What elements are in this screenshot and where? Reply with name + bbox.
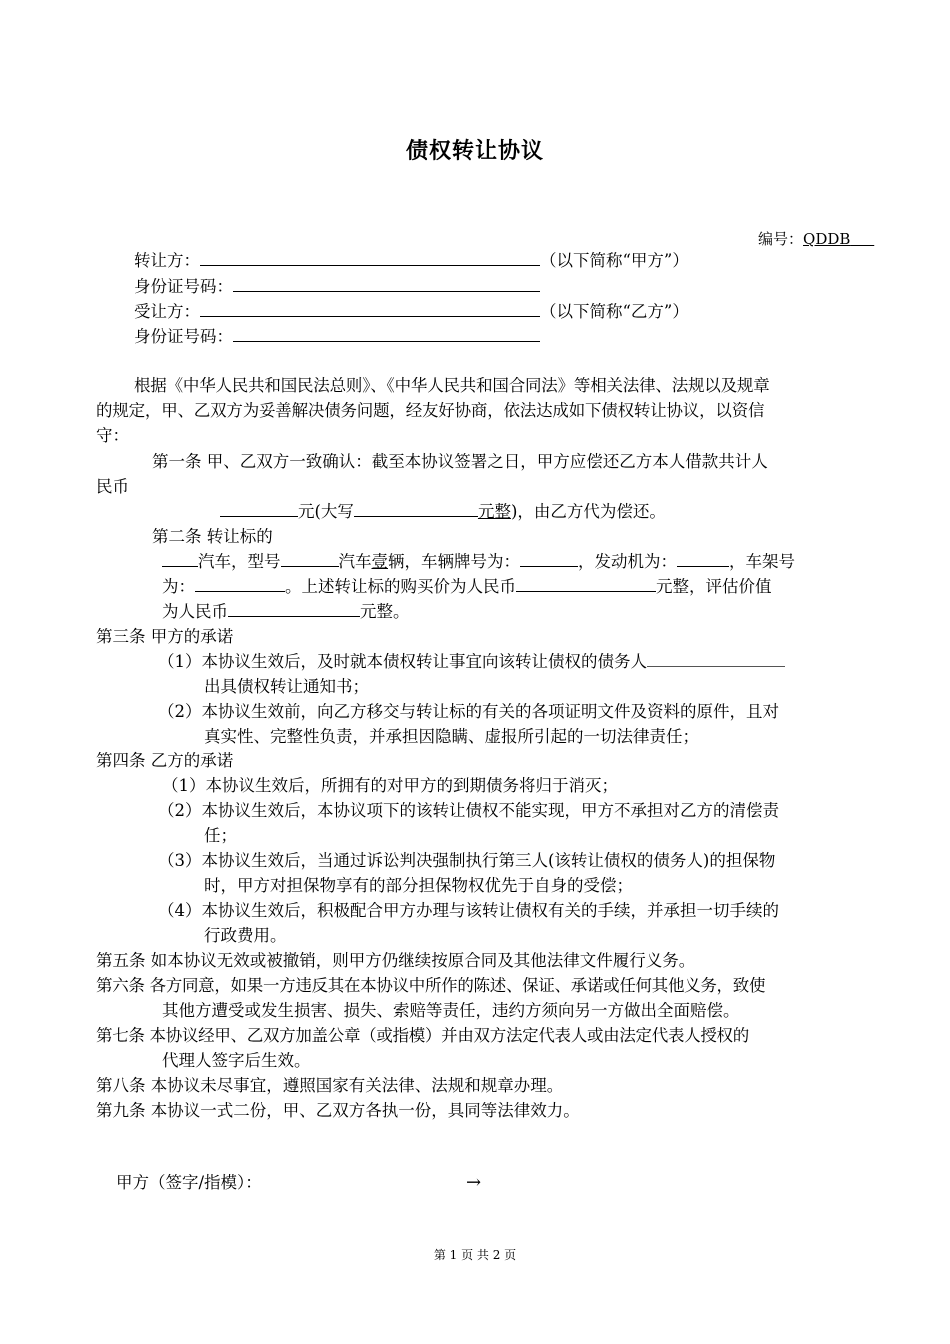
amount-words-blank[interactable]	[354, 501, 478, 517]
art3-item-1b: 出具债权转让通知书；	[204, 677, 369, 696]
amount-blank[interactable]	[220, 501, 298, 517]
preamble-line-1: 根据《中华人民共和国民法总则》、《中华人民共和国合同法》等相关法律、法规以及规章	[134, 376, 770, 395]
art1-amount-line	[220, 501, 666, 523]
art4-heading: 第四条 乙方的承诺	[96, 751, 234, 770]
number-label: 编号：	[758, 230, 804, 248]
number-value: QDDB	[803, 230, 851, 248]
art9: 第九条 本协议一式二份，甲、乙双方各执一份，具同等法律效力。	[96, 1101, 580, 1120]
transferee-label: 受让方：	[134, 302, 200, 321]
art1-line-1: 第一条 甲、乙双方一致确认：截至本协议签署之日，甲方应偿还乙方本人借款共计人	[152, 452, 768, 471]
arrow-mark: →	[466, 1172, 482, 1193]
plate-blank[interactable]	[520, 551, 578, 567]
art4-item-2b: 任；	[204, 826, 237, 845]
art3-item-2a: （2）本协议生效前，向乙方移交与转让标的有关的各项证明文件及资料的原件，且对	[158, 702, 779, 721]
art6-a: 第六条 各方同意，如果一方违反其在本协议中所作的陈述、保证、承诺或任何其他义务，致使	[96, 976, 766, 995]
frame-blank[interactable]	[195, 576, 285, 592]
art1-yuan: 元(大写	[298, 502, 354, 521]
model-blank[interactable]	[281, 551, 339, 567]
eval-blank[interactable]	[228, 601, 360, 617]
art4-item-3a: （3）本协议生效后，当通过诉讼判决强制执行第三人(该转让债权的债务人)的担保物	[158, 851, 776, 870]
art1-zheng: 元整	[477, 502, 511, 521]
id2-line	[134, 326, 540, 348]
transferee-suffix: （以下简称“乙方”）	[540, 302, 689, 321]
art2-line-2	[162, 576, 772, 598]
document-number	[758, 228, 874, 250]
art2-eval: 为人民币	[162, 602, 228, 621]
art6-b: 其他方遭受或发生损害、损失、索赔等责任，违约方须向另一方做出全面赔偿。	[162, 1001, 740, 1020]
art2-wei: 为：	[162, 577, 195, 596]
document-title: 债权转让协议	[405, 138, 544, 164]
id2-label: 身份证号码：	[134, 327, 233, 346]
art3-item-1a	[158, 651, 785, 673]
art2-heading: 第二条 转让标的	[152, 527, 273, 546]
art4-item-4a: （4）本协议生效后，积极配合甲方办理与该转让债权有关的手续，并承担一切手续的	[158, 901, 779, 920]
transferee-line	[134, 301, 689, 323]
price-blank[interactable]	[516, 576, 656, 592]
art1-line-2: 民币	[96, 477, 129, 496]
art2-yi: 壹	[371, 552, 388, 571]
art4-item-4b: 行政费用。	[204, 926, 287, 945]
transferee-blank[interactable]	[200, 301, 540, 317]
art3-heading: 第三条 甲方的承诺	[96, 627, 234, 646]
art2-car: 汽车，型号	[198, 552, 281, 571]
art2-line-1	[162, 551, 795, 573]
transferor-blank[interactable]	[200, 250, 540, 266]
art3-item-2b: 真实性、完整性负责，并承担因隐瞒、虚报所引起的一切法律责任；	[204, 727, 699, 746]
party-a-signature-label: 甲方（签字/指模）：	[116, 1173, 262, 1192]
art4-item-1: （1）本协议生效后，所拥有的对甲方的到期债务将归于消灭；	[162, 776, 618, 795]
art2-eval-end: 元整。	[360, 602, 410, 621]
car-brand-blank[interactable]	[162, 551, 198, 567]
transferor-label: 转让方：	[134, 251, 200, 270]
transferor-suffix: （以下简称“甲方”）	[540, 251, 689, 270]
page-footer: 第 1 页 共 2 页	[433, 1248, 517, 1262]
preamble-line-3: 守：	[96, 426, 129, 445]
art2-car2: 汽车	[338, 552, 372, 571]
preamble-line-2: 的规定，甲、乙双方为妥善解决债务问题，经友好协商，依法达成如下债权转让协议，以资信	[96, 401, 765, 420]
art7-a: 第七条 本协议经甲、乙双方加盖公章（或指模）并由双方法定代表人或由法定代表人授权的	[96, 1026, 749, 1045]
art1-tail: )，由乙方代为偿还。	[510, 502, 666, 521]
art4-item-3b: 时，甲方对担保物享有的部分担保物权优先于自身的受偿；	[204, 876, 633, 895]
art7-b: 代理人签字后生效。	[162, 1051, 311, 1070]
id1-line	[134, 276, 540, 298]
art5: 第五条 如本协议无效或被撤销，则甲方仍继续按原合同及其他法律文件履行义务。	[96, 951, 696, 970]
art8: 第八条 本协议未尽事宜，遵照国家有关法律、法规和规章办理。	[96, 1076, 564, 1095]
art2-plate: 辆，车辆牌号为：	[388, 552, 520, 571]
art4-item-2a: （2）本协议生效后，本协议项下的该转让债权不能实现，甲方不承担对乙方的清偿责	[158, 801, 779, 820]
art2-price-end: 元整，评估价值	[656, 577, 772, 596]
id1-label: 身份证号码：	[134, 277, 233, 296]
art2-price: 。上述转让标的购买价为人民币	[285, 577, 516, 596]
debtor-blank[interactable]	[647, 651, 785, 667]
art2-engine: ，发动机为：	[578, 552, 677, 571]
transferor-line	[134, 250, 689, 272]
engine-blank[interactable]	[677, 551, 729, 567]
id1-blank[interactable]	[233, 276, 540, 292]
id2-blank[interactable]	[233, 326, 540, 342]
art2-frame: ，车架号	[729, 552, 795, 571]
art3-item-1-text: （1）本协议生效后，及时就本债权转让事宜向该转让债权的债务人	[158, 652, 647, 671]
art2-line-3	[162, 601, 410, 623]
